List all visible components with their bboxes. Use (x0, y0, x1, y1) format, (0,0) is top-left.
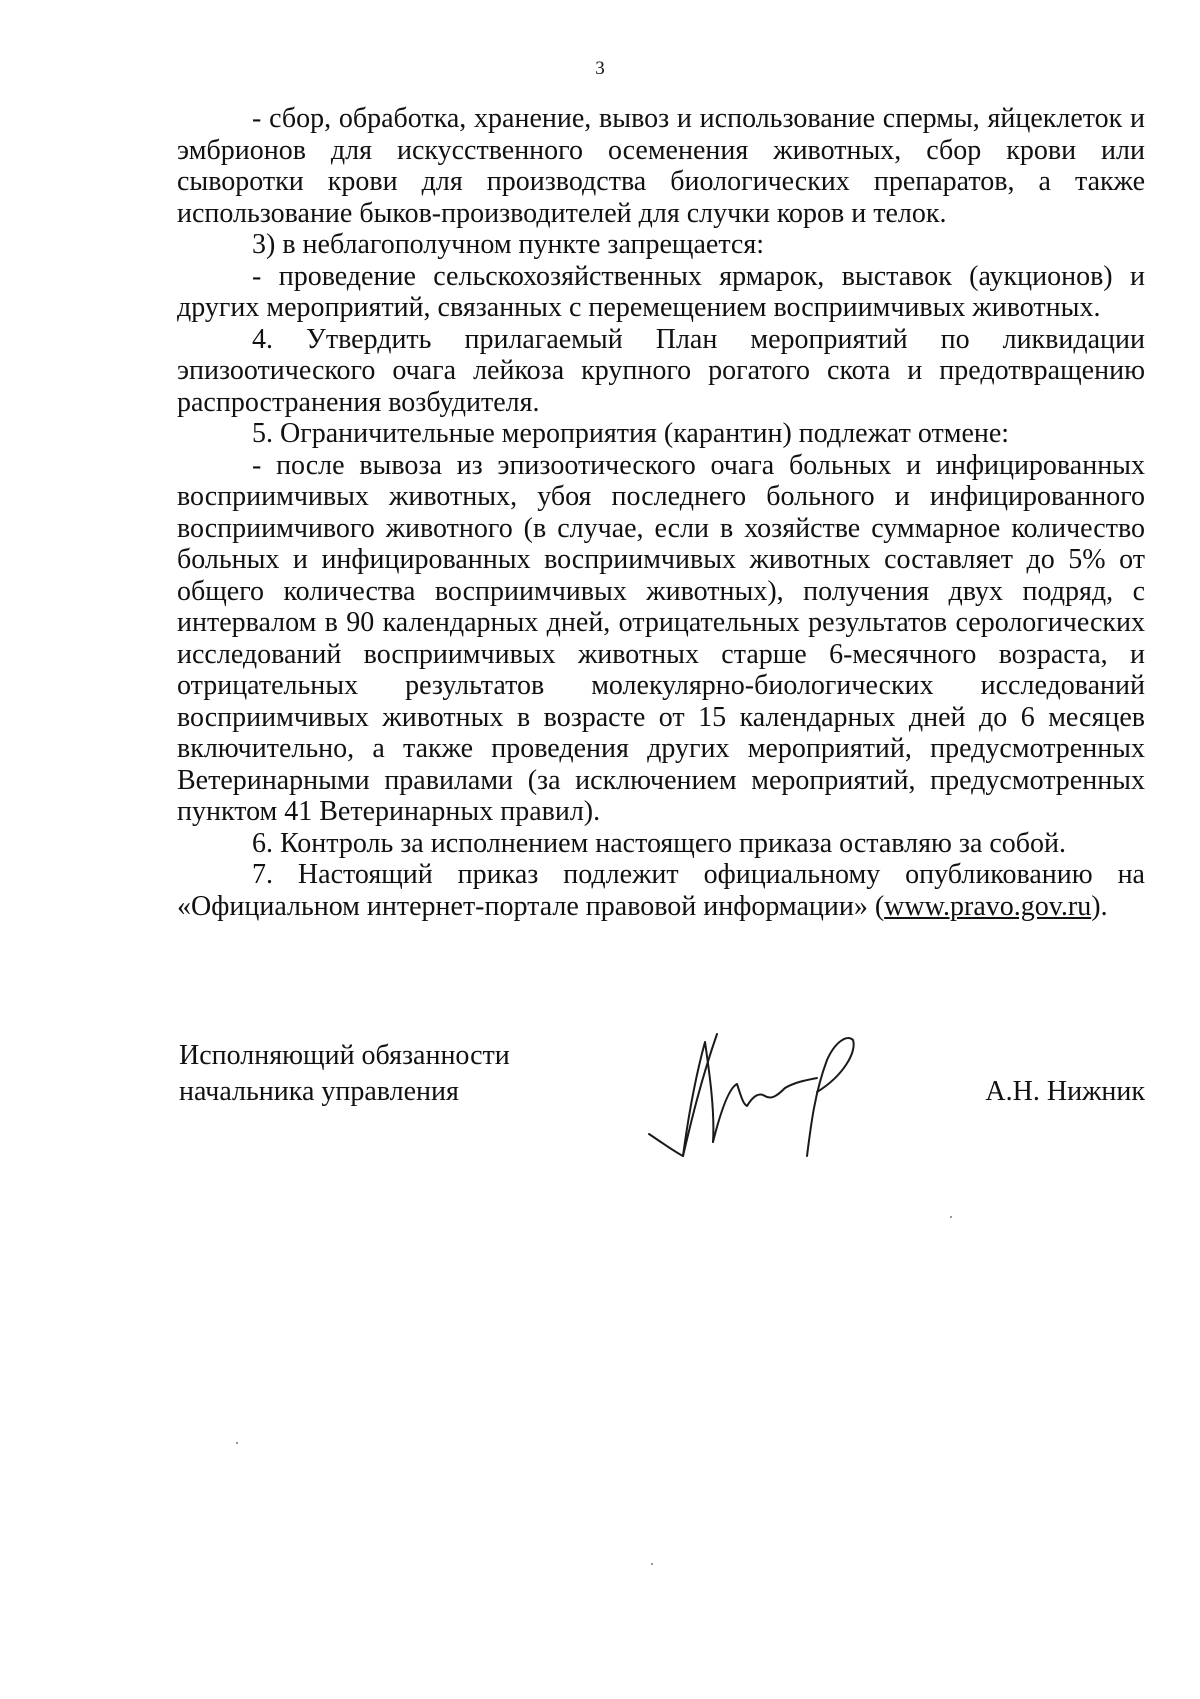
publication-text-end: ). (1091, 890, 1108, 922)
paragraph-item-7-publication (177, 859, 1145, 922)
paragraph-quarantine-cancellation: - после вывоза из эпизоотического очага больных и инфицированных восприимчивых животных, убоя последнего больного и инфицированного восприимчивого животного (в случае, если в хозяйстве суммарное количество больных и инфицированных восприимчивых животных составляет до 5% от общего количества восприимчивых животных), получения двух подряд, с интервалом в 90 календарных дней, отрицательных результатов серологических исследований восприимчивых животных старше 6-месячного возраста, и отрицательных результатов молекулярно-биологических исследований восприимчивых животных в возрасте от 15 календарных дней до 6 месяцев включительно, а также проведения других мероприятий, предусмотренных Ветеринарными правилами (за исключением мероприятий, предусмотренных пунктом 41 Ветеринарных правил). (177, 449, 1145, 827)
signer-name: А.Н. Нижник (985, 1076, 1145, 1107)
paragraph-item-4-plan: 4. Утвердить прилагаемый План мероприятий по ликвидации эпизоотического очага лейкоза крупного рогатого скота и предотвращению распространения возбудителя. (177, 323, 1145, 418)
paragraph-item-5-heading: 5. Ограничительные мероприятия (карантин) подлежат отмене: (252, 418, 1010, 449)
signature-block (177, 1038, 1145, 1178)
paragraph-prohibited-activities: - сбор, обработка, хранение, вывоз и использование спермы, яйцеклеток и эмбрионов для искусственного осеменения животных, сбор крови или сыворотки крови для производства биологических препаратов, а также использование быков-производителей для случки коров и телок. (177, 103, 1145, 229)
publication-text: 7. Настоящий приказ подлежит официальному опубликованию на «Официальном интернет-портале правовой информации» ( (177, 859, 1145, 922)
paragraph-unfavorable-point-heading: 3) в неблагополучном пункте запрещается: (252, 229, 765, 260)
handwritten-signature (647, 1030, 867, 1160)
scan-speck (236, 1442, 238, 1444)
signer-title-line-2: начальника управления (179, 1076, 459, 1107)
pravo-link[interactable]: www.pravo.gov.ru (884, 890, 1092, 922)
scan-speck (651, 1563, 653, 1565)
paragraph-fairs-ban: - проведение сельскохозяйственных ярмарок, выставок (аукционов) и других мероприятий, связанных с перемещением восприимчивых животных. (177, 260, 1145, 323)
scan-speck (950, 1216, 952, 1218)
document-body (177, 103, 1145, 922)
page-number: 3 (595, 58, 605, 79)
signer-title-line-1: Исполняющий обязанности (179, 1040, 510, 1071)
signer-title (179, 1038, 510, 1110)
paragraph-item-6-control: 6. Контроль за исполнением настоящего приказа оставляю за собой. (252, 827, 1067, 859)
